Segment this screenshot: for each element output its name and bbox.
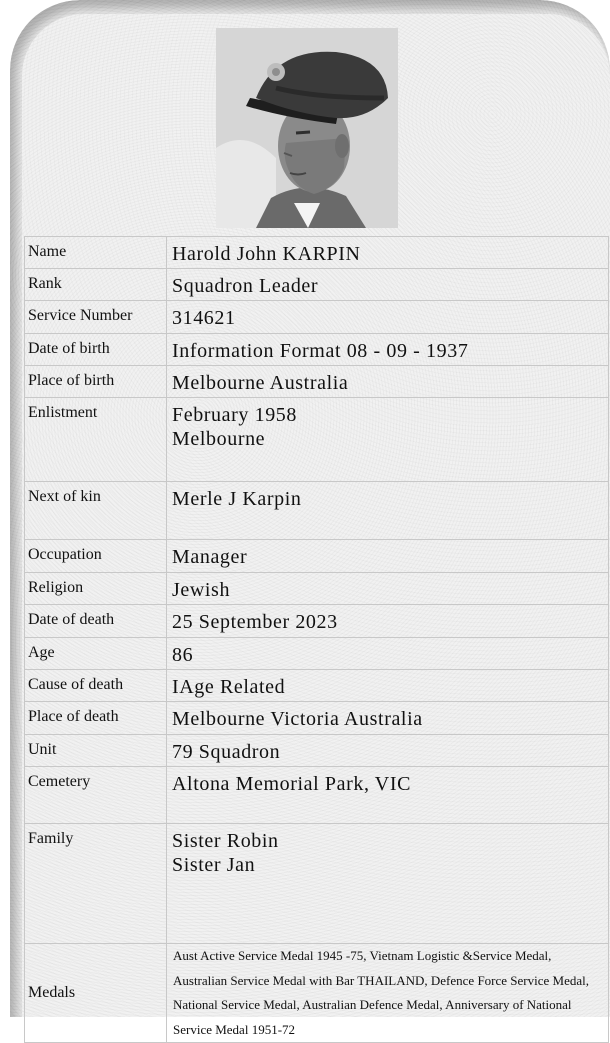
field-value <box>167 366 609 398</box>
record-row <box>25 482 609 540</box>
field-value-line: 86 <box>172 644 194 666</box>
field-value-line: 25 September 2023 <box>172 611 338 633</box>
field-label: Place of birth <box>25 366 167 398</box>
field-value <box>167 573 609 605</box>
field-label: Cemetery <box>25 767 167 824</box>
field-value <box>167 334 609 366</box>
field-value-line: Information Format 08 - 09 - 1937 <box>172 340 469 362</box>
field-value-line: 79 Squadron <box>172 741 281 763</box>
record-row <box>25 573 609 605</box>
field-label: Family <box>25 824 167 944</box>
field-value <box>167 269 609 301</box>
field-value-line: 314621 <box>172 307 236 329</box>
field-value <box>167 301 609 334</box>
field-value-line: Squadron Leader <box>172 275 319 297</box>
field-value <box>167 670 609 702</box>
field-label: Cause of death <box>25 670 167 702</box>
field-value-line: Altona Memorial Park, VIC <box>172 773 412 795</box>
field-label: Religion <box>25 573 167 605</box>
field-label: Date of birth <box>25 334 167 366</box>
record-row <box>25 398 609 482</box>
field-value <box>167 824 609 944</box>
record-row <box>25 824 609 944</box>
field-label: Occupation <box>25 540 167 573</box>
medals-label: Medals <box>25 944 167 1043</box>
field-label: Age <box>25 638 167 670</box>
field-value-line: IAge Related <box>172 676 286 698</box>
field-label: Rank <box>25 269 167 301</box>
field-value-line: Melbourne Victoria Australia <box>172 708 423 730</box>
field-value-line: Jewish <box>172 579 231 601</box>
field-value <box>167 237 609 269</box>
record-row <box>25 269 609 301</box>
field-value-line: Sister Robin <box>172 830 279 852</box>
record-row <box>25 540 609 573</box>
record-card <box>10 0 610 1037</box>
record-row <box>25 638 609 670</box>
record-row-medals <box>25 944 609 1043</box>
field-value-line: Sister Jan <box>172 854 256 876</box>
field-value-line: Melbourne <box>172 428 266 450</box>
field-label: Unit <box>25 735 167 767</box>
field-label: Date of death <box>25 605 167 638</box>
field-value-line: Manager <box>172 546 248 568</box>
record-row <box>25 301 609 334</box>
officer-portrait-icon <box>216 28 398 228</box>
portrait-photo <box>216 28 398 228</box>
field-value-line: February 1958 <box>172 404 297 426</box>
field-label: Service Number <box>25 301 167 334</box>
field-value <box>167 735 609 767</box>
record-row <box>25 767 609 824</box>
record-row <box>25 366 609 398</box>
field-value <box>167 605 609 638</box>
record-row <box>25 237 609 269</box>
field-value-line: Merle J Karpin <box>172 488 302 510</box>
record-row <box>25 605 609 638</box>
field-value-line: Harold John KARPIN <box>172 243 361 265</box>
record-row <box>25 670 609 702</box>
record-row <box>25 702 609 735</box>
service-record-table <box>24 236 609 1043</box>
field-label: Next of kin <box>25 482 167 540</box>
field-value <box>167 398 609 482</box>
field-label: Enlistment <box>25 398 167 482</box>
field-value <box>167 482 609 540</box>
field-value <box>167 767 609 824</box>
field-label: Place of death <box>25 702 167 735</box>
field-value <box>167 638 609 670</box>
field-label: Name <box>25 237 167 269</box>
field-value <box>167 702 609 735</box>
record-row <box>25 334 609 366</box>
record-row <box>25 735 609 767</box>
field-value-line: Melbourne Australia <box>172 372 349 394</box>
field-value <box>167 540 609 573</box>
medals-value: Aust Active Service Medal 1945 -75, Vietnam Logistic &Service Medal, Australian Service Medal with Bar THAILAND, Defence Force Service Medal, National Service Medal, Australian Defence Medal, Anniversary of National Service Medal 1951-72 <box>167 944 609 1043</box>
